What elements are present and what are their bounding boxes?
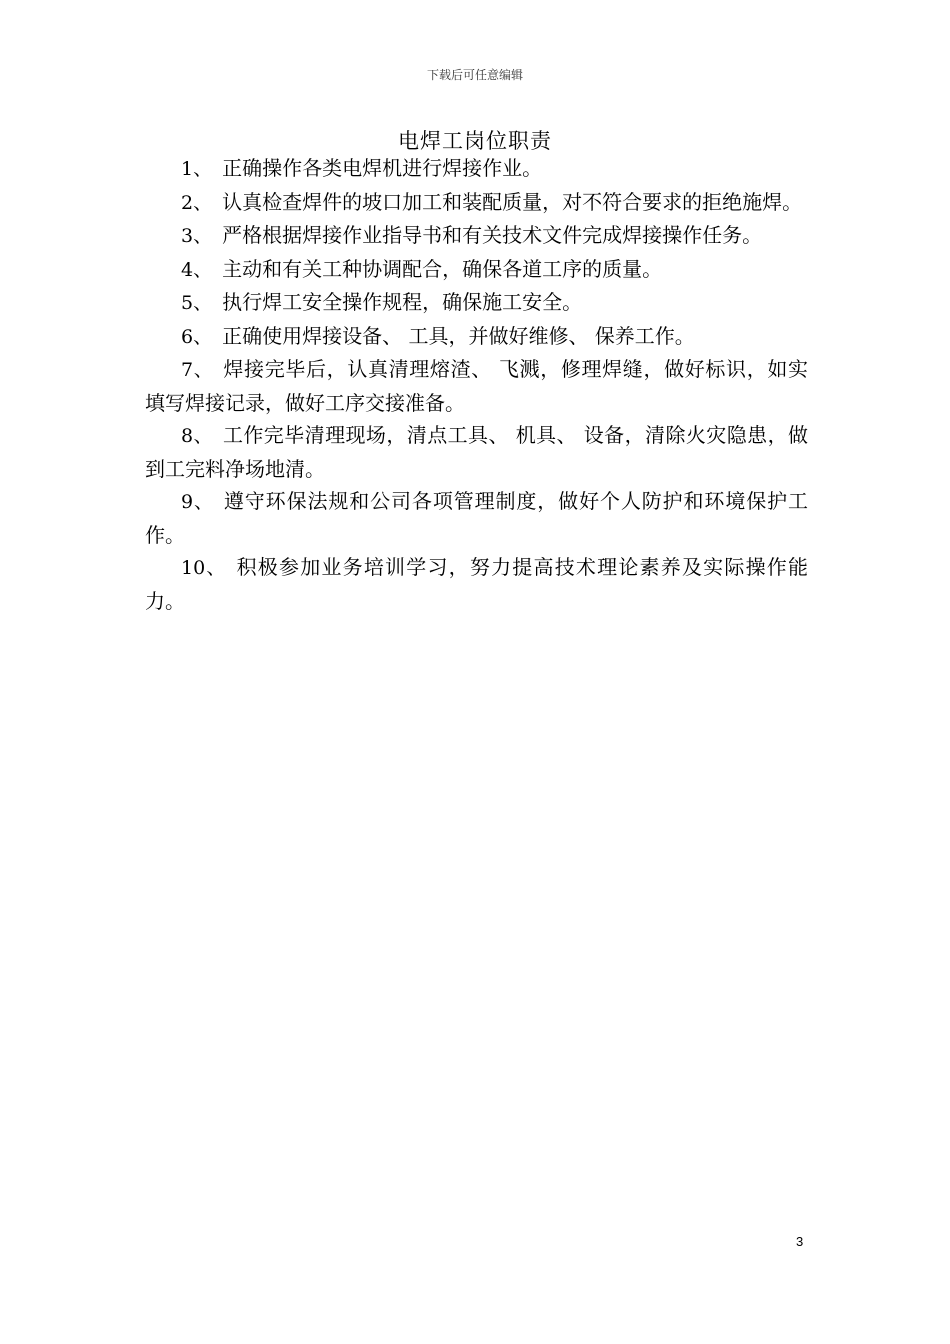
duty-text: 主动和有关工种协调配合，确保各道工序的质量。 xyxy=(222,256,663,281)
document-title: 电焊工岗位职责 xyxy=(398,129,552,153)
duty-number: 8、 xyxy=(181,425,213,447)
duty-number: 3、 xyxy=(181,225,213,247)
duty-text: 焊接完毕后，认真清理熔渣、 飞溅，修理焊缝，做好标识，如实填写焊接记录，做好工序交接准备。 xyxy=(145,357,809,415)
duty-item xyxy=(145,286,808,320)
duty-text: 工作完毕清理现场，清点工具、 机具、 设备，清除火灾隐患，做到工完料净场地清。 xyxy=(145,423,809,481)
duty-text: 积极参加业务培训学习，努力提高技术理论素养及实际操作能力。 xyxy=(145,555,808,613)
duty-number: 5、 xyxy=(181,292,213,314)
duty-number: 7、 xyxy=(181,359,214,381)
duty-text: 执行焊工安全操作规程，确保施工安全。 xyxy=(222,290,583,314)
duty-item xyxy=(145,419,808,485)
duty-text: 遵守环保法规和公司各项管理制度，做好个人防护和环境保护工作。 xyxy=(145,489,809,547)
duty-number: 9、 xyxy=(181,491,214,513)
duty-text: 严格根据焊接作业指导书和有关技术文件完成焊接操作任务。 xyxy=(222,223,763,247)
duty-item xyxy=(145,253,808,287)
duty-item xyxy=(145,320,808,354)
duty-text: 认真检查焊件的坡口加工和装配质量，对不符合要求的拒绝施焊。 xyxy=(222,189,803,214)
duty-item xyxy=(145,186,808,220)
duty-text: 正确操作各类电焊机进行焊接作业。 xyxy=(222,156,543,180)
duty-number: 1、 xyxy=(181,158,213,180)
header-note: 下载后可任意编辑 xyxy=(426,68,523,82)
page-number: 3 xyxy=(796,1234,804,1249)
duty-item xyxy=(145,485,808,551)
duty-number: 2、 xyxy=(181,191,213,214)
duty-text: 正确使用焊接设备、 工具，并做好维修、 保养工作。 xyxy=(222,323,695,348)
duty-item xyxy=(145,353,808,419)
duty-number: 4、 xyxy=(181,258,213,281)
duty-number: 10、 xyxy=(181,557,227,579)
duty-item xyxy=(145,152,808,186)
duty-list xyxy=(145,152,808,617)
duty-item xyxy=(145,551,808,617)
duty-item xyxy=(145,219,808,253)
duty-number: 6、 xyxy=(181,325,213,348)
